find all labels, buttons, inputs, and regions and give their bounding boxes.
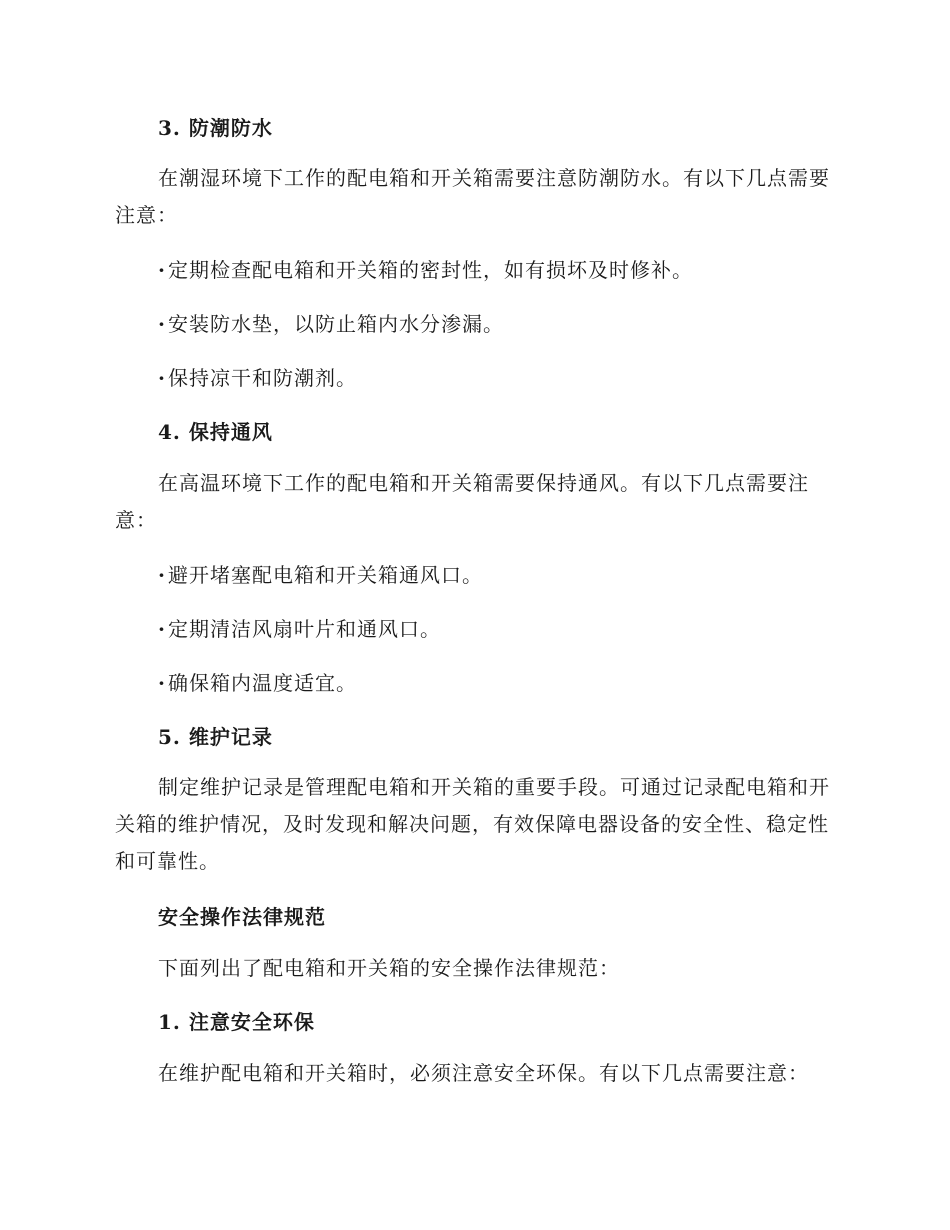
bullet-dot: · [158,563,166,587]
safety-item-1-paragraph: 在维护配电箱和开关箱时，必须注意安全环保。有以下几点需要注意： [158,1061,809,1085]
section-heading-4: 4. 保持通风 [158,420,273,444]
bullet-dot: · [158,366,166,390]
bullet-dot: · [158,617,166,641]
section-heading-3: 3. 防潮防水 [158,116,273,140]
bullet-item [158,669,878,697]
bullet-item [158,256,878,284]
section-paragraph-3: 在潮湿环境下工作的配电箱和开关箱需要注意防潮防水。有以下几点需要注意： [115,166,830,227]
bullet-dot: · [158,312,166,336]
bullet-text: 安装防水垫，以防止箱内水分渗漏。 [168,312,504,336]
bullet-text: 定期检查配电箱和开关箱的密封性，如有损坏及时修补。 [168,258,693,282]
bullet-text: 保持凉干和防潮剂。 [168,366,357,390]
safety-item-1-heading: 1. 注意安全环保 [158,1010,315,1034]
safety-regulations-title: 安全操作法律规范 [158,905,326,929]
bullet-item [158,615,878,643]
section-heading-5: 5. 维护记录 [158,725,273,749]
bullet-item [158,310,878,338]
safety-intro-paragraph: 下面列出了配电箱和开关箱的安全操作法律规范： [158,956,620,980]
bullet-text: 定期清洁风扇叶片和通风口。 [168,617,441,641]
section-paragraph-4: 在高温环境下工作的配电箱和开关箱需要保持通风。有以下几点需要注意： [115,471,809,532]
bullet-text: 避开堵塞配电箱和开关箱通风口。 [168,563,483,587]
bullet-item [158,364,878,392]
bullet-text: 确保箱内温度适宜。 [168,671,357,695]
section-paragraph-5: 制定维护记录是管理配电箱和开关箱的重要手段。可通过记录配电箱和开关箱的维护情况，及时发现和解决问题，有效保障电器设备的安全性、稳定性和可靠性。 [115,775,830,873]
bullet-dot: · [158,258,166,282]
bullet-dot: · [158,671,166,695]
bullet-item [158,561,878,589]
